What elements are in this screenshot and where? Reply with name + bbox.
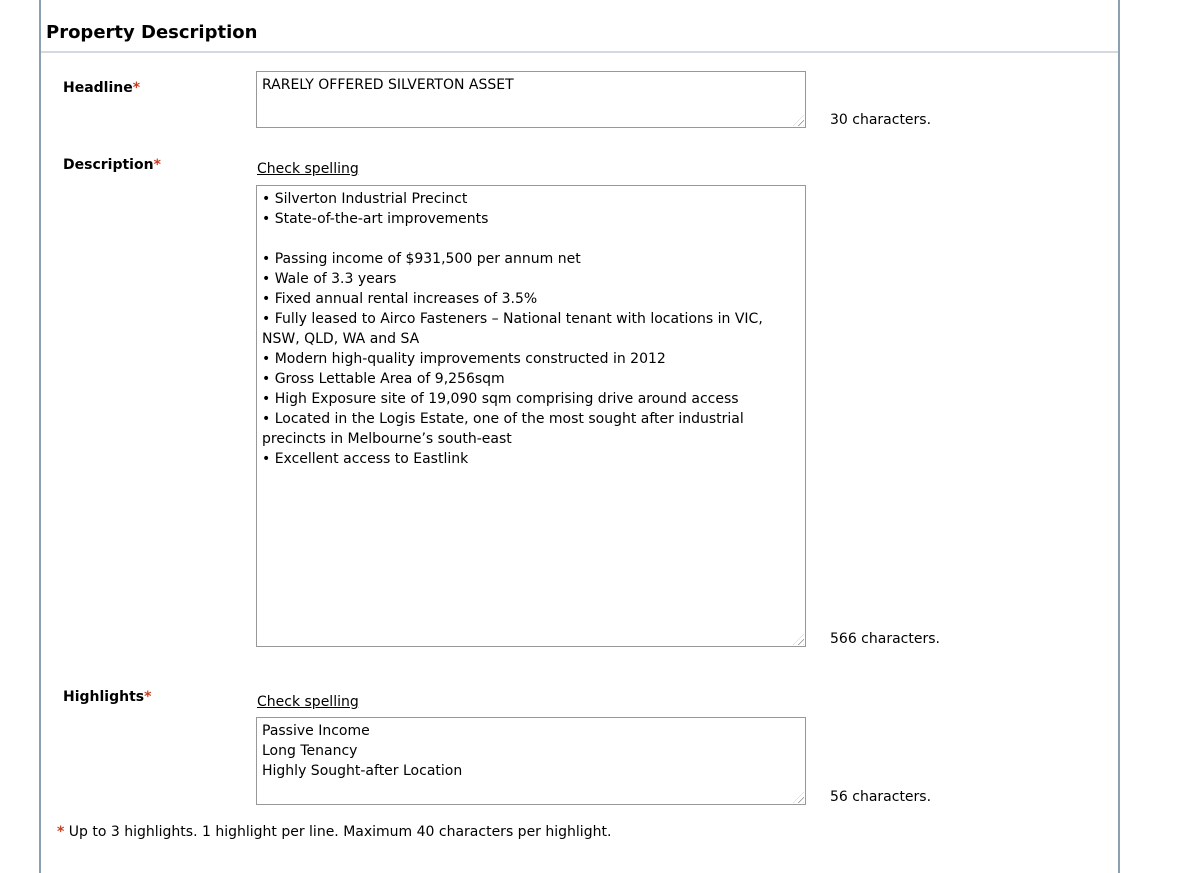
headline-label-text: Headline	[63, 80, 133, 96]
panel-header	[41, 0, 1118, 53]
description-char-count: 566 characters.	[830, 631, 940, 647]
highlights-textarea-wrap	[256, 717, 806, 805]
footnote-text: Up to 3 highlights. 1 highlight per line. Maximum 40 characters per highlight.	[68, 824, 612, 840]
property-description-panel	[39, 0, 1120, 873]
headline-field-col	[256, 71, 806, 128]
headline-row	[41, 71, 1118, 128]
highlights-footnote	[41, 824, 1118, 841]
description-textarea-wrap	[256, 185, 806, 647]
highlights-row	[41, 689, 1118, 805]
highlights-check-spelling-link[interactable]: Check spelling	[257, 694, 359, 710]
highlights-char-count: 56 characters.	[830, 789, 932, 805]
description-textarea[interactable]	[256, 185, 806, 647]
description-check-spelling-link[interactable]: Check spelling	[257, 161, 359, 177]
highlights-label-text: Highlights	[63, 689, 145, 705]
description-required-marker: *	[153, 157, 161, 173]
page-title: Property Description	[46, 22, 258, 43]
highlights-textarea[interactable]	[256, 717, 806, 805]
headline-required-marker: *	[132, 80, 141, 96]
description-field-col	[256, 157, 806, 647]
highlights-label	[41, 689, 256, 706]
description-label-text: Description	[63, 157, 154, 173]
headline-textarea[interactable]	[256, 71, 806, 128]
headline-char-count: 30 characters.	[830, 112, 932, 128]
headline-label	[41, 71, 256, 97]
highlights-field-col	[256, 689, 806, 805]
description-row	[41, 157, 1118, 647]
headline-textarea-wrap	[256, 71, 806, 128]
description-label	[41, 157, 256, 174]
highlights-required-marker: *	[144, 689, 152, 705]
footnote-required-marker: *	[57, 824, 65, 840]
